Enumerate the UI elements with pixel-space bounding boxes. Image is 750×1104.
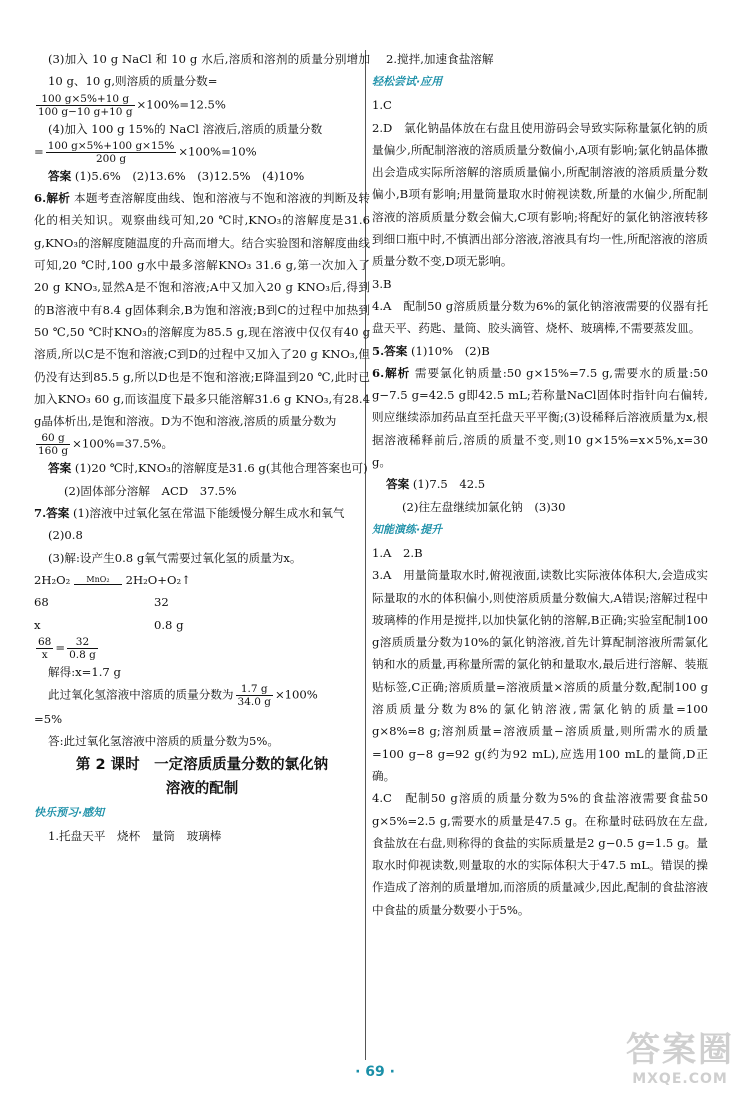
equals-sign: = (55, 640, 66, 655)
molar-mass: 32 (154, 595, 169, 610)
q7-part3: (3)解:设产生0.8 g氧气需要过氧化氢的质量为x。 (48, 550, 302, 565)
unknown-mass: x (34, 617, 41, 632)
try-answer-4: 4.A 配制50 g溶质质量分数为6%的氯化钠溶液需要的仪器有托盘天平、药匙、量筒、胶头滴管、烧杯、玻璃棒,不需要蒸发皿。 (372, 298, 708, 336)
q7-mass-row-2 (34, 614, 370, 636)
fraction-denominator: x (41, 648, 48, 661)
q5-part4-fraction (46, 140, 177, 165)
arrow-line (74, 584, 122, 585)
answer-label: 答案 (48, 461, 72, 476)
watermark-logo (620, 1030, 740, 1100)
practice-answer-4: 4.C 配制50 g溶质的质量分数为5%的食盐溶液需要食盐50 g×5%=2.5 g,需要水的质量是47.5 g。在称量时砝码放在左盘,食盐放在右盘,则称得的食盐的实际质量是2 g−0.5 g=1.5 g。量取水时仰视读数,则量取的水的实际体积大于47.5 mL。错误的操作造成了溶剂的质量增加,而溶质的质量减少,因此,配制的食盐溶液中食盐的质量分数要小于5%。 (372, 791, 708, 917)
analysis-text: 本题考查溶解度曲线、饱和溶液与不饱和溶液的判断及转化的相关知识。观察曲线可知,20 ℃时,KNO₃的溶解度是31.6 g,KNO₃的溶解度随温度的升高而增大。结合实验图和溶解度曲线可知,20 ℃时,100 g水中最多溶解KNO₃ 31.6 g,第一次加入了20 g KNO₃,显然A是不饱和溶液;A中又加入20 g KNO₃后,得到的B溶液中有8.4 g固体剩余,B为饱和溶液;B到C的过程中加热到50 ℃,50 ℃时KNO₃的溶解度为85.5 g,现在溶液中仅仅有40 g溶质,所以C是不饱和溶液;C到D的过程中又加入了20 g KNO₃,但仍没有达到85.5 g,所以D也是不饱和溶液;E降温到20 ℃,此时已加入KNO₃ 60 g,而该温度下最多只能溶解31.6 g KNO₃,有28.4 g晶体析出,是饱和溶液。D为不饱和溶液,溶质的质量分数为 (34, 191, 370, 429)
answer-text: (1)7.5 42.5 (412, 477, 486, 492)
try-answer-6-result-1 (372, 473, 708, 495)
answer-text: (1)10% (2)B (411, 343, 490, 358)
preview-answer-2: 2.搅拌,加速食盐溶解 (386, 52, 494, 66)
equals-sign: = (34, 144, 44, 159)
formula-text: 此过氧化氢溶液中溶质的质量分数为 (48, 687, 234, 702)
practice-answer-3: 3.A 用量筒量取水时,俯视液面,读数比实际液体体积大,会造成实际量取的水的体积偏小,则使溶质质量分数偏大,A错误;溶解过程中玻璃棒的作用是搅拌,以加快氯化钠的溶解,B正确;实验室配制100 g溶质质量分数为10%的氯化钠溶液,首先计算配制溶液所需氯化钠和水的质量,再称量所需的氯化钠和量取水,最后进行溶解、装瓶贴标签,C正确;溶质质量=溶液质量×溶质的质量分数,配制100 g溶质质量分数为8%的氯化钠溶液,需氯化钠的质量=100 g×8%=8 g;溶剂质量=溶液质量−溶质质量,则所需水的质量=100 g−8 g=92 g(约为92 mL),应选用100 mL的量筒,D正确。 (372, 568, 708, 783)
analysis-label: 解析 (384, 365, 411, 380)
formula-tail: ×100%=12.5% (136, 97, 226, 112)
q7-fraction (236, 683, 273, 708)
formula-tail: ×100% (274, 687, 318, 702)
fraction-numerator: 100 g×5%+10 g (36, 93, 135, 106)
page-number: · 69 · (355, 1064, 395, 1080)
fraction-numerator: 60 g (36, 432, 70, 445)
answer-label: 答案 (384, 343, 408, 358)
try-answer-6-result-2: (2)往左盘继续加氯化钠 (3)30 (402, 499, 566, 514)
answer-text: (1)溶液中过氧化氢在常温下能缓慢分解生成水和氧气 (73, 506, 345, 521)
q5-part4-formula (34, 140, 370, 165)
try-answer-5 (372, 340, 708, 362)
fraction-denominator: 34.0 g (237, 696, 271, 709)
q7-solution: 解得:x=1.7 g (48, 664, 121, 679)
analysis-text: 需要氯化钠质量:50 g×15%=7.5 g,需要水的质量:50 g−7.5 g=42.5 g即42.5 mL;若称量NaCl固体时指针向右偏转,则应继续添加药品直至托盘天平平衡;(3)设稀释后溶液质量为x,根据溶液稀释前后,溶质的质量不变,则10 g×15%=x×5%,x=30 g。 (372, 365, 708, 470)
formula-tail: ×100%=37.5%。 (72, 436, 174, 451)
q5-part3-fraction (36, 93, 135, 118)
answer-label: 答案 (46, 506, 70, 521)
answer-text: (1)5.6% (2)13.6% (3)12.5% (4)10% (74, 168, 305, 183)
section-heading-preview: 快乐预习·感知 (34, 805, 105, 819)
q7-equation (34, 569, 370, 591)
q5-part3-formula (34, 93, 370, 118)
fraction-numerator: 68 (38, 635, 52, 648)
section-heading-practice: 知能演练·提升 (372, 522, 443, 536)
lesson-title (34, 753, 370, 801)
molar-mass: 68 (34, 595, 49, 610)
q5-part4-text: (4)加入 100 g 15%的 NaCl 溶液后,溶质的质量分数 (48, 121, 323, 136)
question-number: 6. (34, 191, 47, 206)
answer-text: (1)20 ℃时,KNO₃的溶解度是31.6 g(其他合理答案也可) (74, 461, 368, 476)
lesson-title-line-1: 第 2 课时 一定溶质质量分数的氯化钠 (75, 756, 329, 773)
q6-answer-2: (2)固体部分溶解 ACD 37.5% (64, 483, 237, 498)
try-answer-3: 3.B (372, 276, 392, 291)
q7-mass-row-1 (34, 591, 370, 613)
try-answer-1: 1.C (372, 98, 392, 113)
q7-conclusion: 答:此过氧化氢溶液中溶质的质量分数为5%。 (48, 734, 279, 749)
question-number: 5. (372, 343, 385, 358)
q7-result: =5% (34, 712, 63, 727)
q6-fraction (36, 432, 70, 457)
practice-answer-1-2: 1.A 2.B (372, 545, 423, 560)
question-number: 6. (372, 365, 385, 380)
catalyst-arrow (74, 576, 122, 585)
known-mass: 0.8 g (154, 617, 184, 632)
equation-reactant: 2H₂O₂ (34, 572, 71, 587)
fraction-numerator: 1.7 g (236, 683, 273, 696)
formula-tail: ×100%=10% (178, 144, 257, 159)
fraction-numerator: 32 (67, 636, 98, 649)
fraction-denominator: 0.8 g (69, 648, 96, 661)
q6-formula (34, 432, 370, 457)
ratio-left (36, 636, 53, 661)
q6-analysis (34, 187, 370, 432)
lesson-title-line-2: 溶液的配制 (165, 780, 239, 797)
right-column (372, 48, 708, 921)
fraction-numerator: 100 g×5%+100 g×15% (47, 139, 175, 152)
fraction-denominator: 200 g (95, 152, 127, 165)
q5-part3-text: (3)加入 10 g NaCl 和 10 g 水后,溶质和溶剂的质量分别增加 10 g、10 g,则溶质的质量分数= (48, 52, 370, 89)
watermark-title: 答案圈 (626, 1030, 734, 1070)
left-column (34, 48, 370, 847)
analysis-label: 解析 (46, 191, 71, 206)
q6-answer-1 (34, 457, 370, 479)
q7-answer (34, 502, 370, 524)
catalyst-label: MnO₂ (86, 575, 110, 585)
fraction-denominator: 160 g (38, 445, 69, 458)
question-number: 7. (34, 506, 47, 521)
section-heading-try: 轻松尝试·应用 (372, 75, 443, 89)
preview-answer-1: 1.托盘天平 烧杯 量筒 玻璃棒 (48, 828, 222, 843)
q7-fraction-line (34, 683, 370, 708)
q5-answer (34, 165, 370, 187)
try-answer-2: 2.D 氯化钠晶体放在右盘且使用游码会导致实际称量氯化钠的质量偏少,所配制溶液的溶质质量分数偏小,A项有影响;氯化钠晶体撒出会造成实际所溶解的溶质质量偏小,所配制溶液的溶质质量分数偏小,B项有影响;用量筒量取水时俯视读数,所量的水偏少,所配制溶液的溶质质量分数会偏大,C项有影响;将配好的氯化钠溶液转移到细口瓶中时,不慎洒出部分溶液,溶液具有均一性,所配溶液的溶质质量分数不变,D项无影响。 (372, 120, 708, 269)
answer-label: 答案 (386, 477, 410, 492)
equation-products: 2H₂O+O₂↑ (125, 572, 191, 587)
ratio-right (67, 636, 98, 661)
q7-part2: (2)0.8 (48, 528, 83, 543)
try-answer-6 (372, 362, 708, 473)
answer-label: 答案 (48, 168, 72, 183)
watermark-url: MXQE.COM (632, 1071, 728, 1087)
fraction-denominator: 100 g−10 g+10 g (38, 105, 133, 118)
q7-ratio (34, 636, 370, 661)
